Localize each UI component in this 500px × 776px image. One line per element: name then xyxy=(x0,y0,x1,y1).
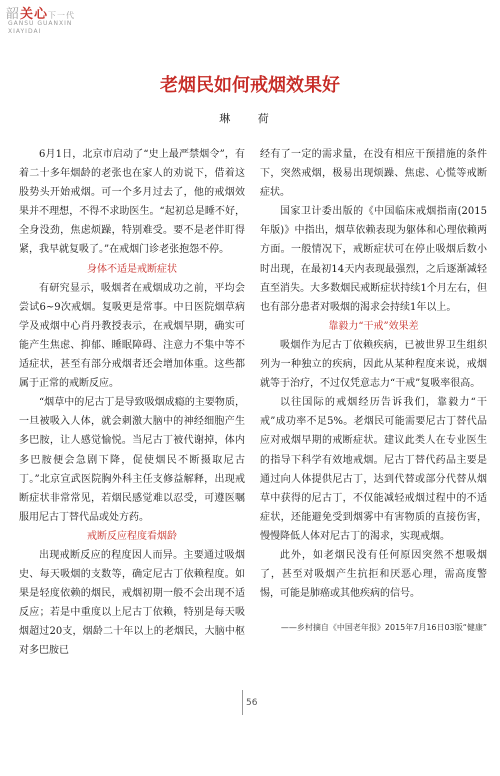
footer-divider xyxy=(242,690,243,715)
section-heading: 靠毅力“干戒”效果差 xyxy=(328,320,419,332)
section-heading: 身体不适是戒断症状 xyxy=(87,263,177,275)
magazine-logo xyxy=(6,3,116,49)
logo-wordmark: 韶关心下一代 xyxy=(6,7,76,22)
body-paragraph: 经有了一定的需求量，在没有相应干预措施的条件下，突然戒烟，极易出现烦躁、焦虑、心慌等戒断症状。 xyxy=(260,149,487,199)
right-column xyxy=(260,145,487,634)
body-paragraph: 有研究显示，吸烟者在戒烟成功之前，平均会尝试6~9次戒烟。复吸更是常事。中日医院烟草病学及戒烟中心肖丹教授表示，在戒烟早期，确实可能产生焦虑、抑郁、睡眠障碍、注意力不集中等不适症状，甚至有部分戒烟者还会增加体重。这些都属于正常的戒断反应。 xyxy=(19,282,245,390)
page-number: 56 xyxy=(246,698,258,708)
body-paragraph: “烟草中的尼古丁是导致吸烟成瘾的主要物质，一旦被吸入人体，就会刺激大脑中的神经细胞产生多巴胺，让人感觉愉悦。当尼古丁被代谢掉，体内多巴胺便会急剧下降，促使烟民不断摄取尼古丁。”北京宣武医院胸外科主任支修益解释，出现戒断症状非常常见，若烟民感觉难以忍受，可遵医嘱服用尼古丁替代品或处方药。 xyxy=(19,397,245,523)
body-paragraph: 吸烟作为尼古丁依赖疾病，已被世界卫生组织列为一种独立的疾病，因此从某种程度来说，戒烟就等于治疗，不过仅凭意志力“干戒”复吸率很高。 xyxy=(260,339,487,390)
body-paragraph: 此外，如老烟民没有任何原因突然不想吸烟了，甚至对吸烟产生抗拒和厌恶心理，需高度警惕，可能是肺癌或其他疾病的信号。 xyxy=(260,549,487,600)
body-paragraph: 国家卫计委出版的《中国临床戒烟指南(2015年版)》中指出，烟草依赖表现为躯体和心理依赖两方面。一般情况下，戒断症状可在停止吸烟后数小时出现，在最初14天内表现最强烈，之后逐渐减轻直至消失。大多数烟民戒断症状持续1个月左右，但也有部分患者对吸烟的渴求会持续1年以上。 xyxy=(260,206,487,313)
logo-subtitle: GANSU GUANXIN XIAYIDAI xyxy=(8,20,73,35)
body-paragraph: 出现戒断反应的程度因人而异。主要通过吸烟史、每天吸烟的支数等，确定尼古丁依赖程度。如果是轻度依赖的烟民，戒烟初期一般不会出现不适反应；若是中重度以上尼古丁依赖，特别是每天吸烟超过20支，烟龄二十年以上的老烟民，大脑中枢对多巴胺已 xyxy=(19,549,245,657)
source-credit: ——乡村摘自《中国老年报》2015年7月16日03版“健康” xyxy=(280,623,487,633)
section-heading: 戒断反应程度看烟龄 xyxy=(87,530,177,542)
body-paragraph: 6月1日，北京市启动了“史上最严禁烟令”，有着二十多年烟龄的老张也在家人的劝说下，借着这股势头开始戒烟。可一个多月过去了，他的戒烟效果并不理想，不得不求助医生。“起初总是睡不好，全身没劲，焦虑烦躁，特别难受。要不是老伴盯得紧，我早就复吸了。”在戒烟门诊老张抱怨不停。 xyxy=(19,149,245,256)
article-title: 老烟民如何戒烟效果好 xyxy=(160,75,340,96)
left-column xyxy=(19,145,245,661)
body-paragraph: 以往国际的戒烟经历告诉我们，靠毅力“干戒”成功率不足5%。老烟民可能需要尼古丁替代品应对戒烟早期的戒断症状。建议此类人在专业医生的指导下科学有效地戒烟。尼古丁替代药品主要是通过向人体提供尼古丁，达到代替或部分代替从烟草中获得的尼古丁，不仅能减轻戒烟过程中的不适症状，还能避免受到烟雾中有害物质的直接伤害，慢慢降低人体对尼古丁的渴求，实现戒烟。 xyxy=(260,397,487,542)
article-author: 琳 荷 xyxy=(219,112,281,125)
